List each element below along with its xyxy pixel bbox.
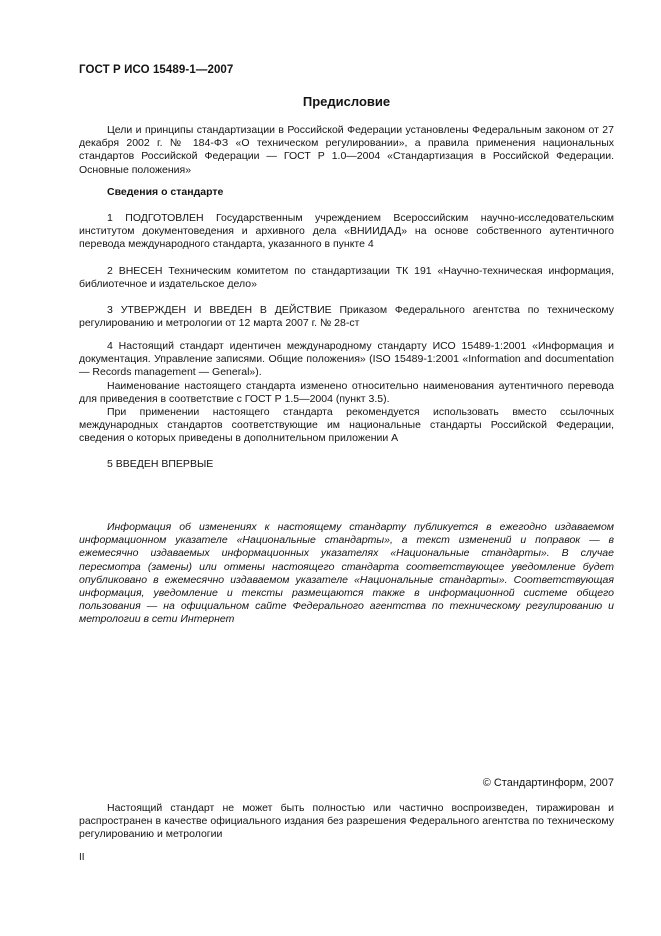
item-5-introduced: 5 ВВЕДЕН ВПЕРВЫЕ — [107, 458, 214, 470]
page-title: Предисловие — [302, 94, 391, 109]
copyright: © Стандартинформ, 2007 — [482, 777, 614, 789]
intro-paragraph: Цели и принципы стандартизации в Российской Федерации установлены Федеральным законом от 27 декабря 2002 г. № 184-ФЗ «О техническом регулировании», а правила применения национальных стандартов Российской Федерации — ГОСТ Р 1.0—2004 «Стандартизация в Российской Федерации. Основные положения» — [79, 124, 614, 176]
page-number: II — [79, 852, 85, 863]
item-4-identical: 4 Настоящий стандарт идентичен международному стандарту ИСО 15489-1:2001 «Информация и документация. Управление записями. Общие положения» (ISO 15489-1:2001 «Information and documentation — Records management — General»). — [79, 340, 614, 379]
item-4-references-note: При применении настоящего стандарта рекомендуется использовать вместо ссылочных международных стандартов соответствующие им национальные стандарты Российской Федерации, сведения о которых приведены в дополнительном приложении А — [79, 406, 614, 445]
item-1-prepared: 1 ПОДГОТОВЛЕН Государственным учреждением Всероссийским научно-исследовательским институтом документоведения и архивного дела «ВНИИДАД» на основе собственного аутентичного перевода международного стандарта, указанного в пункте 4 — [79, 212, 614, 251]
about-standard-heading: Сведения о стандарте — [107, 186, 224, 198]
item-4-title-note: Наименование настоящего стандарта изменено относительно наименования аутентичного перевода для приведения в соответствие с ГОСТ Р 1.5—2004 (пункт 3.5). — [79, 380, 614, 406]
standard-code-header: ГОСТ Р ИСО 15489-1—2007 — [79, 64, 234, 76]
item-2-submitted: 2 ВНЕСЕН Техническим комитетом по стандартизации ТК 191 «Научно-техническая информация, библиотечное и издательское дело» — [79, 265, 614, 291]
item-3-approved: 3 УТВЕРЖДЕН И ВВЕДЕН В ДЕЙСТВИЕ Приказом Федерального агентства по техническому регулированию и метрологии от 12 марта 2007 г. № 28-ст — [79, 304, 614, 330]
reproduction-notice: Настоящий стандарт не может быть полностью или частично воспроизведен, тиражирован и распространен в качестве официального издания без разрешения Федерального агентства по техническому регулированию и метрологии — [79, 802, 614, 841]
changes-notice: Информация об изменениях к настоящему стандарту публикуется в ежегодно издаваемом информационном указателе «Национальные стандарты», а текст изменений и поправок — в ежемесячно издаваемых информационных указателях «Национальные стандарты». В случае пересмотра (замены) или отмены настоящего стандарта соответствующее уведомление будет опубликовано в ежемесячно издаваемом указателе «Национальные стандарты». Соответствующая информация, уведомление и тексты размещаются также в информационной системе общего пользования — на официальном сайте Федерального агентства по техническому регулированию и метрологии в сети Интернет — [79, 521, 614, 626]
